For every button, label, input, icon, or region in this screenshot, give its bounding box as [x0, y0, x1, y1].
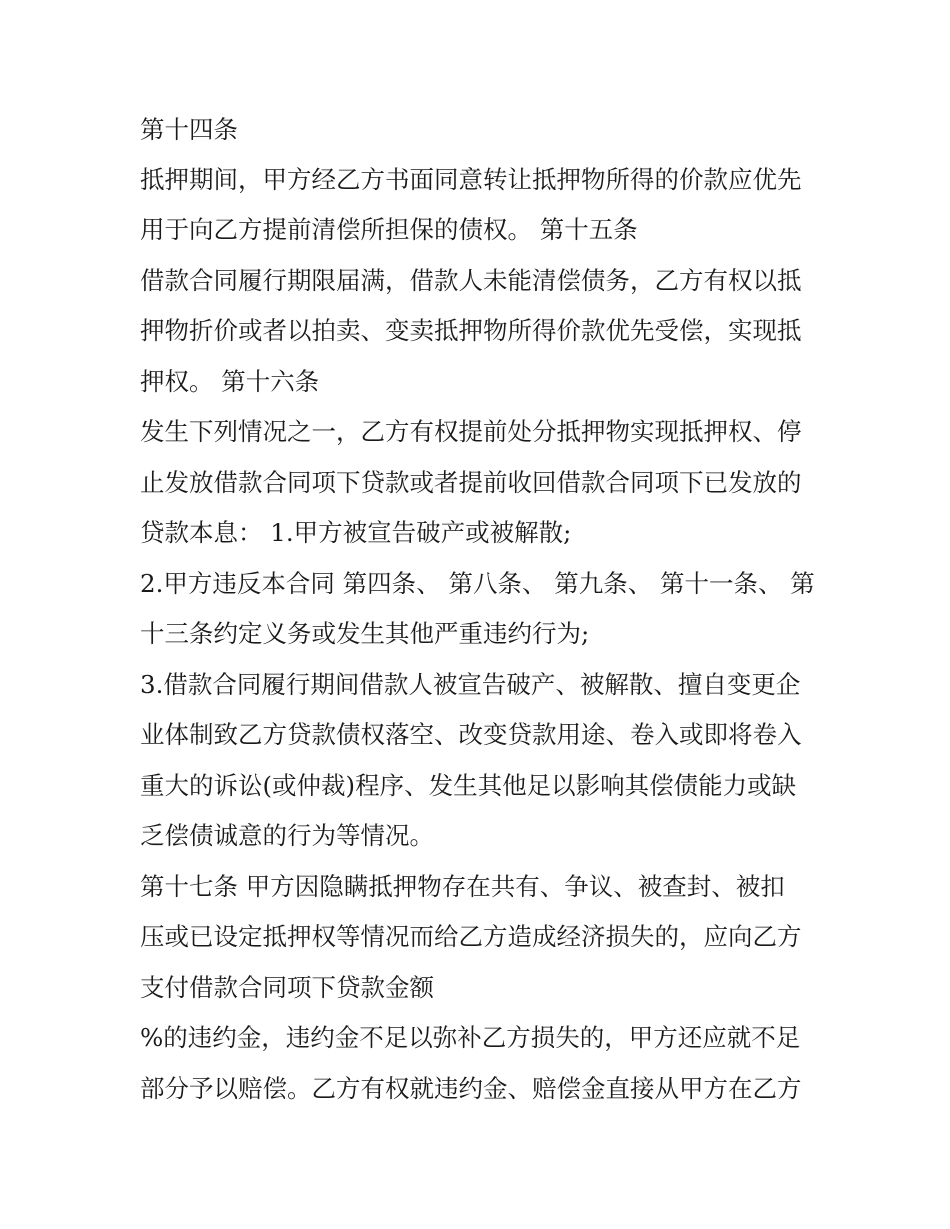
text-line-19: %的违约金，违约金不足以弥补乙方损失的，甲方还应就不足 [140, 1023, 801, 1052]
text-line-8: 止发放借款合同项下贷款或者提前收回借款合同项下已发放的 [140, 468, 802, 497]
text-line-4: 借款合同履行期限届满，借款人未能清偿债务，乙方有权以抵 [140, 266, 802, 295]
text-line-15: 乏偿债诚意的行为等情况。 [140, 821, 434, 850]
text-line-10: 2.甲方违反本合同 第四条、 第八条、 第九条、 第十一条、 第 [140, 569, 815, 598]
text-line-13: 业体制致乙方贷款债权落空、改变贷款用途、卷入或即将卷入 [140, 720, 802, 749]
text-line-20: 部分予以赔偿。乙方有权就违约金、赔偿金直接从甲方在乙方 [140, 1074, 802, 1103]
text-line-16: 第十七条 甲方因隐瞒抵押物存在共有、争议、被查封、被扣 [140, 872, 785, 901]
text-line-2: 抵押期间，甲方经乙方书面同意转让抵押物所得的价款应优先 [140, 165, 802, 194]
text-line-12: 3.借款合同履行期间借款人被宣告破产、被解散、擅自变更企 [140, 670, 801, 699]
text-line-17: 压或已设定抵押权等情况而给乙方造成经济损失的，应向乙方 [140, 922, 802, 951]
text-line-6: 押权。 第十六条 [140, 367, 320, 396]
text-line-1: 第十四条 [140, 115, 238, 144]
text-line-9: 贷款本息： 1.甲方被宣告破产或被解散; [140, 518, 572, 547]
text-line-11: 十三条约定义务或发生其他严重违约行为; [140, 619, 590, 648]
text-line-5: 押物折价或者以拍卖、变卖抵押物所得价款优先受偿，实现抵 [140, 316, 802, 345]
text-line-3: 用于向乙方提前清偿所担保的债权。 第十五条 [140, 215, 638, 244]
text-line-7: 发生下列情况之一，乙方有权提前处分抵押物实现抵押权、停 [140, 417, 802, 446]
text-line-18: 支付借款合同项下贷款金额 [140, 973, 434, 1002]
text-line-14: 重大的诉讼(或仲裁)程序、发生其他足以影响其偿债能力或缺 [140, 771, 797, 800]
